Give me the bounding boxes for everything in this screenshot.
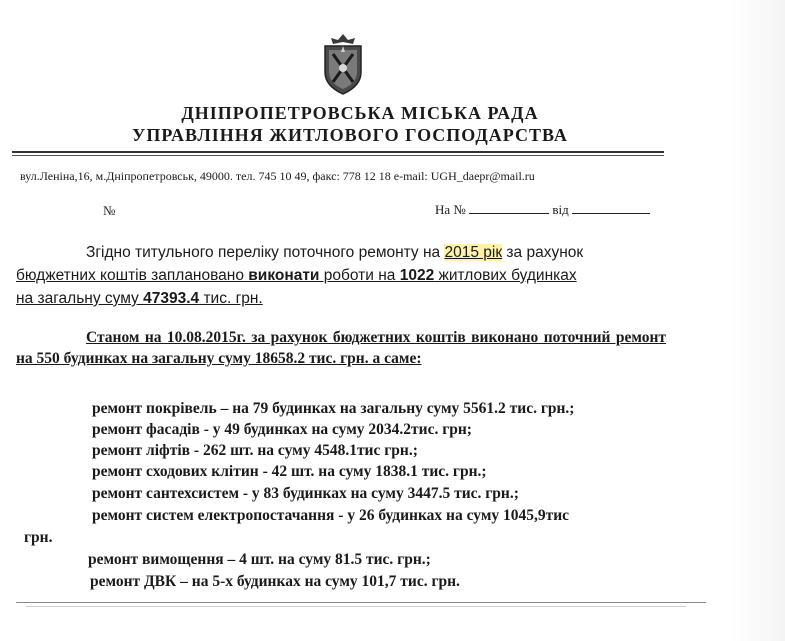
list-item-continuation: грн. [24, 529, 53, 546]
plan-text: Згідно титульного переліку поточного ремонту на [86, 244, 445, 261]
org-name-line2: УПРАВЛІННЯ ЖИТЛОВОГО ГОСПОДАРСТВА [132, 125, 568, 145]
planned-houses-count: 1022 [399, 267, 435, 284]
plan-year: 2015 рік [444, 244, 503, 261]
planned-total-sum: 47393.4 [143, 290, 200, 307]
plan-text-bold: виконати [248, 267, 320, 284]
contact-line: вул.Леніна,16, м.Дніпропетровськ, 49000. тел. 745 10 49, факс: 778 12 18 e-mail: UGH_daepr@mail.ru [20, 169, 535, 183]
header-divider-thin [12, 155, 664, 156]
date-blank [572, 201, 650, 214]
plan-text: на загальну суму [16, 290, 144, 307]
list-item: ремонт сходових клітин - 42 шт. на суму 1838.1 тис. грн.; [92, 463, 487, 480]
incoming-number-blank [469, 201, 549, 214]
plan-paragraph [16, 241, 668, 310]
incoming-reference [435, 201, 650, 218]
list-item: ремонт ліфтів - 262 шт. на суму 4548.1тис грн.; [92, 442, 418, 459]
list-item: ремонт ДВК – на 5-х будинках на суму 101,7 тис. грн. [90, 573, 460, 590]
page-bottom-line [16, 602, 706, 603]
status-paragraph [16, 327, 666, 369]
plan-text: за рахунок [502, 244, 584, 261]
header-divider [12, 151, 664, 153]
outgoing-number-label: № [103, 203, 116, 218]
scan-shadow [730, 0, 785, 641]
plan-text: житлових будинках [434, 267, 577, 284]
plan-text: бюджетних коштів заплановано [16, 267, 249, 284]
date-label: від [552, 202, 569, 217]
list-item: ремонт покрівель – на 79 будинках на загальну суму 5561.2 тис. грн.; [92, 400, 575, 417]
list-item: ремонт вимощення – 4 шт. на суму 81.5 тис. грн.; [88, 551, 431, 568]
list-item: ремонт систем електропостачання - у 26 будинках на суму 1045,9тис [92, 507, 570, 524]
incoming-number-label: На № [435, 202, 466, 217]
list-item: ремонт сантехсистем - у 83 будинках на суму 3447.5 тис. грн.; [92, 485, 519, 502]
org-name-line1: ДНІПРОПЕТРОВСЬКА МІСЬКА РАДА [181, 103, 539, 123]
list-item: ремонт фасадів - у 49 будинках на суму 2034.2тис. грн; [92, 421, 472, 438]
plan-text: роботи на [319, 267, 400, 284]
plan-text: тис. грн. [199, 290, 263, 307]
status-text: Станом на 10.08.2015г. за рахунок бюджетних коштів виконано поточний ремонт на 550 будинках на загальну суму 18658.2 тис. грн. а саме: [16, 329, 666, 367]
page-bottom-line-faint [26, 606, 686, 607]
coat-of-arms-icon [315, 32, 371, 96]
